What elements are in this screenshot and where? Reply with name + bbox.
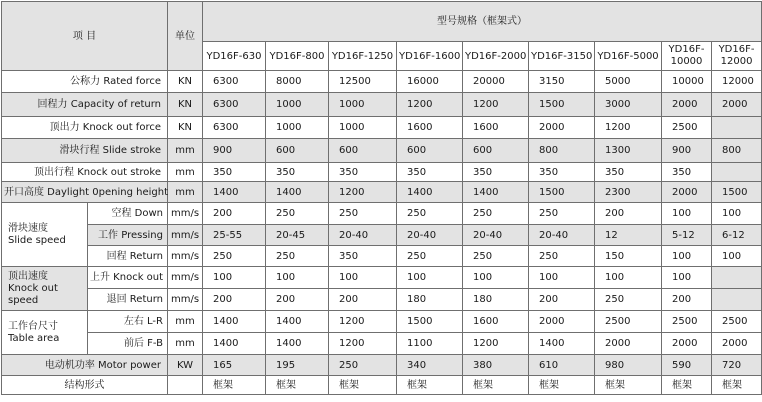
model-header [203,42,266,71]
sub-label: 上升 Knock out [88,267,168,289]
row-value: 250 [397,203,463,225]
model-header [662,42,712,71]
row-value: 2500 [712,311,762,333]
table-row [2,311,762,333]
row-label: 结构形式 [2,376,168,395]
row-value: 框架 [529,376,595,395]
row-value: 1200 [329,311,397,333]
row-value: 600 [329,139,397,163]
sub-label: 空程 Down [88,203,168,225]
row-value: 1300 [595,139,662,163]
row-value: 250 [203,246,266,267]
row-value: 350 [266,163,329,182]
row-label: 顶出力 Knock out force [2,117,168,139]
row-value: 200 [595,203,662,225]
row-value: 600 [397,139,463,163]
model-header [595,42,662,71]
row-value: 1400 [266,311,329,333]
sub-label: 退回 Return [88,289,168,311]
row-value: 框架 [662,376,712,395]
row-value: 350 [329,163,397,182]
table-row [2,267,762,289]
row-value: 框架 [329,376,397,395]
row-value: 5000 [595,71,662,93]
sub-label: 回程 Return [88,246,168,267]
row-value: 1500 [397,311,463,333]
model-header [266,42,329,71]
row-value: 600 [463,139,529,163]
row-value: 1400 [203,182,266,203]
row-value: 20-40 [397,225,463,246]
row-value: 100 [712,203,762,225]
row-unit: KW [168,355,203,376]
row-value: 3150 [529,71,595,93]
row-value: 6300 [203,117,266,139]
row-value: 12 [595,225,662,246]
row-value [712,117,762,139]
table-area-group-line: 工作台尺寸 [8,320,58,332]
row-value: 1200 [463,93,529,117]
row-value: 200 [529,289,595,311]
row-value: 150 [595,246,662,267]
row-value: 16000 [397,71,463,93]
model-group-header: 型号规格（框架式） [203,2,762,42]
spec-table [1,1,762,395]
table-row [2,355,762,376]
row-value: 6300 [203,93,266,117]
row-value: 2000 [529,311,595,333]
slide-speed-group-line: Slide speed [8,234,66,246]
row-value [712,267,762,289]
row-value: 框架 [266,376,329,395]
row-label: 顶出行程 Knock out stroke [2,163,168,182]
model-header [329,42,397,71]
row-value: 195 [266,355,329,376]
sub-label: 前后 F-B [88,333,168,355]
row-value: 350 [463,163,529,182]
row-value: 1400 [266,333,329,355]
row-value: 1400 [397,182,463,203]
row-value: 720 [712,355,762,376]
row-value: 12500 [329,71,397,93]
row-value: 350 [329,246,397,267]
row-value: 2500 [662,311,712,333]
row-value: 1000 [329,117,397,139]
row-unit: KN [168,71,203,93]
row-value: 100 [595,267,662,289]
row-value: 980 [595,355,662,376]
row-value: 100 [662,203,712,225]
slide-speed-group-line: 滑块速度 [8,222,48,234]
row-value: 20-40 [463,225,529,246]
row-unit: mm/s [168,203,203,225]
row-value: 2000 [662,333,712,355]
row-value: 350 [662,163,712,182]
row-value: 12000 [712,71,762,93]
row-value: 6-12 [712,225,762,246]
model-header [712,42,762,71]
row-value: 200 [266,289,329,311]
row-value: 200 [203,289,266,311]
row-value: 180 [463,289,529,311]
row-value: 1200 [329,182,397,203]
row-value: 框架 [595,376,662,395]
row-value: 2000 [712,93,762,117]
row-value: 200 [203,203,266,225]
table-row [2,93,762,117]
row-value: 250 [463,246,529,267]
row-value: 200 [662,289,712,311]
row-value: 100 [712,246,762,267]
model-header-line: YD16F-2000 [465,50,527,62]
model-header-line: YD16F-1250 [331,50,394,62]
table-row [2,376,762,395]
row-value: 1200 [397,93,463,117]
row-value: 2000 [662,93,712,117]
row-value: 100 [266,267,329,289]
model-header-line: YD16F-3150 [531,50,593,62]
model-header [529,42,595,71]
row-value: 1400 [463,182,529,203]
row-value: 2000 [712,333,762,355]
row-unit: mm/s [168,225,203,246]
row-value: 1000 [266,93,329,117]
row-value: 100 [463,267,529,289]
table-row [2,182,762,203]
row-value: 框架 [203,376,266,395]
row-unit: mm/s [168,289,203,311]
row-value: 250 [397,246,463,267]
row-value: 20-40 [529,225,595,246]
row-value: 800 [712,139,762,163]
knock-speed-group [2,267,88,311]
row-label: 电动机功率 Motor power [2,355,168,376]
row-value: 1600 [397,117,463,139]
row-value: 1000 [266,117,329,139]
table-row [2,289,762,311]
row-label: 开口高度 Daylight 0pening height [2,182,168,203]
row-value [712,289,762,311]
table-row [2,2,762,42]
row-value: 200 [329,289,397,311]
row-value: 框架 [463,376,529,395]
table-row [2,139,762,163]
row-value: 2500 [662,117,712,139]
row-value: 1200 [329,333,397,355]
row-value: 100 [662,267,712,289]
model-header [397,42,463,71]
row-value: 8000 [266,71,329,93]
row-value: 250 [266,246,329,267]
row-value: 1400 [529,333,595,355]
table-area-group-line: Table area [8,332,60,344]
model-header-line: YD16F-630 [206,50,262,62]
row-unit: KN [168,117,203,139]
table-row [2,117,762,139]
row-unit: KN [168,93,203,117]
row-value: 900 [203,139,266,163]
row-value: 250 [529,203,595,225]
row-value: 100 [529,267,595,289]
table-row [2,163,762,182]
row-value: 800 [529,139,595,163]
knock-speed-group-line: speed [8,294,39,306]
row-value: 1100 [397,333,463,355]
row-unit: mm/s [168,267,203,289]
model-header-line: 12000 [720,56,753,67]
row-label: 回程力 Capacity of return [2,93,168,117]
row-value: 1000 [329,93,397,117]
row-value: 100 [329,267,397,289]
row-value: 1600 [463,311,529,333]
row-value: 165 [203,355,266,376]
row-value: 框架 [712,376,762,395]
slide-speed-group [2,203,88,267]
row-value: 250 [329,355,397,376]
row-value: 610 [529,355,595,376]
row-value: 1600 [463,117,529,139]
row-unit [168,376,203,395]
row-label: 滑块行程 Slide stroke [2,139,168,163]
row-label: 公称力 Rated force [2,71,168,93]
row-value: 350 [529,163,595,182]
table-row [2,71,762,93]
table-row [2,333,762,355]
row-value: 380 [463,355,529,376]
row-unit: mm [168,333,203,355]
row-value: 20-40 [329,225,397,246]
table-row [2,225,762,246]
sub-label: 工作 Pressing [88,225,168,246]
row-value: 350 [397,163,463,182]
model-header-line: YD16F- [668,44,705,55]
row-unit: mm/s [168,246,203,267]
knock-speed-group-line: Knock out [8,282,58,294]
row-value: 100 [397,267,463,289]
row-unit: mm [168,182,203,203]
table-area-group [2,311,88,355]
row-value: 600 [266,139,329,163]
row-value: 1200 [595,117,662,139]
row-value: 2500 [595,311,662,333]
row-value: 2000 [662,182,712,203]
row-value: 框架 [397,376,463,395]
table-row [2,203,762,225]
row-value: 100 [662,246,712,267]
row-value: 900 [662,139,712,163]
row-value: 250 [595,289,662,311]
row-value: 250 [266,203,329,225]
model-header-line: YD16F-1600 [399,50,461,62]
row-value: 250 [329,203,397,225]
row-value: 25-55 [203,225,266,246]
model-header-line: YD16F-5000 [597,50,659,62]
row-value: 590 [662,355,712,376]
row-value: 10000 [662,71,712,93]
model-header [463,42,529,71]
row-value: 250 [463,203,529,225]
sub-label: 左右 L-R [88,311,168,333]
row-value: 1200 [463,333,529,355]
row-unit: mm [168,163,203,182]
row-unit: mm [168,311,203,333]
model-header-line: YD16F-800 [269,50,325,62]
row-value: 1500 [712,182,762,203]
model-header-line: 10000 [670,56,703,67]
row-value: 350 [595,163,662,182]
knock-speed-group-line: 顶出速度 [8,270,48,282]
model-header-line: YD16F- [718,44,755,55]
row-unit: mm [168,139,203,163]
row-value: 1400 [266,182,329,203]
unit-header: 单位 [168,2,203,71]
row-value: 250 [529,246,595,267]
row-value: 2000 [595,333,662,355]
row-value: 2300 [595,182,662,203]
row-value [712,163,762,182]
row-value: 3000 [595,93,662,117]
row-value: 1400 [203,333,266,355]
item-header: 项 目 [2,2,168,71]
row-value: 20000 [463,71,529,93]
row-value: 180 [397,289,463,311]
row-value: 20-45 [266,225,329,246]
row-value: 5-12 [662,225,712,246]
row-value: 1500 [529,93,595,117]
row-value: 6300 [203,71,266,93]
row-value: 2000 [529,117,595,139]
row-value: 1500 [529,182,595,203]
row-value: 1400 [203,311,266,333]
row-value: 100 [203,267,266,289]
table-row [2,246,762,267]
row-value: 350 [203,163,266,182]
row-value: 340 [397,355,463,376]
